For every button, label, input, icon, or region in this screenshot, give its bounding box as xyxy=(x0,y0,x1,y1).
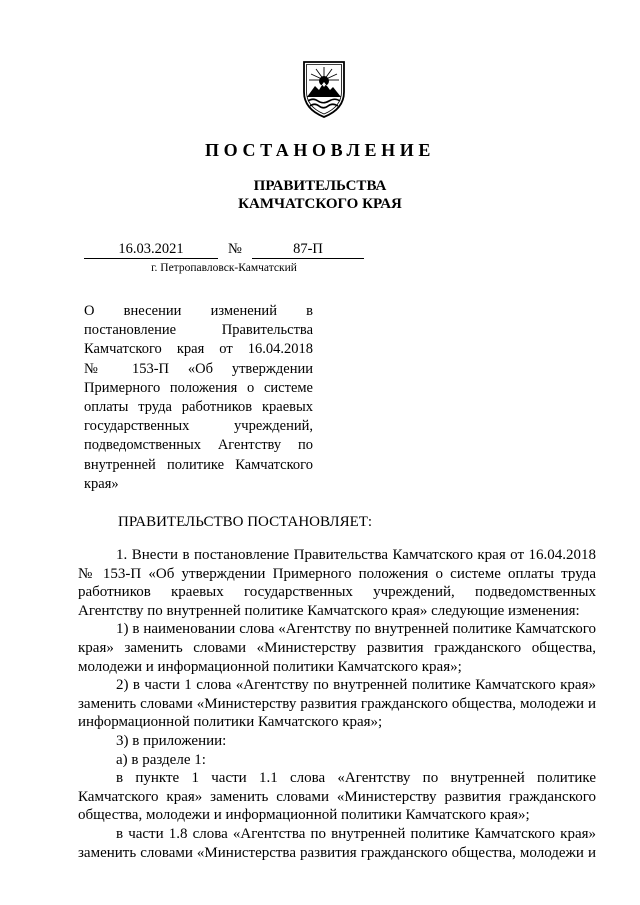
date-underline xyxy=(84,258,218,259)
body-line: № 153-П «Об утверждении Примерного положения о системе оплаты труда xyxy=(78,565,596,582)
body-line: работников краевых государственных учреждений, подведомственных xyxy=(78,584,596,601)
subject-line: О внесении изменений в xyxy=(84,303,313,319)
body-line: заменить словами «Министерству развития гражданского общества, молодежи и xyxy=(78,695,596,712)
body-line: Агентству по внутренней политике Камчатского края» следующие изменения: xyxy=(78,602,580,619)
subject-line: Камчатского края от 16.04.2018 xyxy=(84,341,313,358)
kamchatka-coat-of-arms-icon xyxy=(302,60,346,118)
subject-line: внутренней политике Камчатского xyxy=(84,456,313,473)
decree-phrase: ПРАВИТЕЛЬСТВО ПОСТАНОВЛЯЕТ: xyxy=(118,514,373,530)
body-line: а) в разделе 1: xyxy=(116,751,206,768)
document-body xyxy=(78,546,596,862)
body-line: края» заменить словами «Министерству развития гражданского общества, xyxy=(78,639,596,656)
document-subject xyxy=(84,302,313,494)
subject-line: государственных учреждений, xyxy=(84,418,313,435)
document-number: 87-П xyxy=(293,241,323,257)
body-line: в пункте 1 части 1.1 слова «Агентству по внутренней политике xyxy=(116,770,596,787)
body-line: информационной политики Камчатского края»; xyxy=(78,714,383,731)
body-line: общества, молодежи и информационной политики Камчатского края»; xyxy=(78,807,530,824)
body-line: заменить словами «Министерства развития гражданского общества, молодежи и xyxy=(78,844,596,861)
number-underline xyxy=(252,258,364,259)
issue-place: г. Петропавловск-Камчатский xyxy=(151,262,297,274)
document-date: 16.03.2021 xyxy=(118,241,184,257)
body-line: 2) в части 1 слова «Агентству по внутренней политике Камчатского края» xyxy=(116,677,596,694)
subject-line: постановление Правительства xyxy=(84,322,313,339)
body-line: в части 1.8 слова «Агентства по внутренней политике Камчатского края» xyxy=(116,825,596,842)
body-line: молодежи и информационной политики Камчатского края»; xyxy=(78,658,462,675)
body-line: Камчатского края» заменить словами «Министерству развития гражданского xyxy=(78,788,596,805)
subject-line: Примерного положения о системе xyxy=(84,379,313,396)
subject-line: края» xyxy=(84,475,119,492)
subject-line: подведомственных Агентству по xyxy=(84,437,313,454)
issuer-block xyxy=(0,177,640,213)
body-line: 3) в приложении: xyxy=(116,732,227,749)
issuer-line: ПРАВИТЕЛЬСТВА xyxy=(253,178,387,194)
issuer-line: КАМЧАТСКОГО КРАЯ xyxy=(238,196,402,212)
date-number-line xyxy=(84,241,364,263)
number-sign: № xyxy=(228,241,242,257)
body-line: 1) в наименовании слова «Агентству по внутренней политике Камчатского xyxy=(116,621,596,638)
subject-line: оплаты труда работников краевых xyxy=(84,399,313,416)
document-title: ПОСТАНОВЛЕНИЕ xyxy=(205,140,435,160)
subject-line: № 153-П «Об утверждении xyxy=(84,360,313,377)
body-line: 1. Внести в постановление Правительства Камчатского края от 16.04.2018 xyxy=(116,547,596,563)
